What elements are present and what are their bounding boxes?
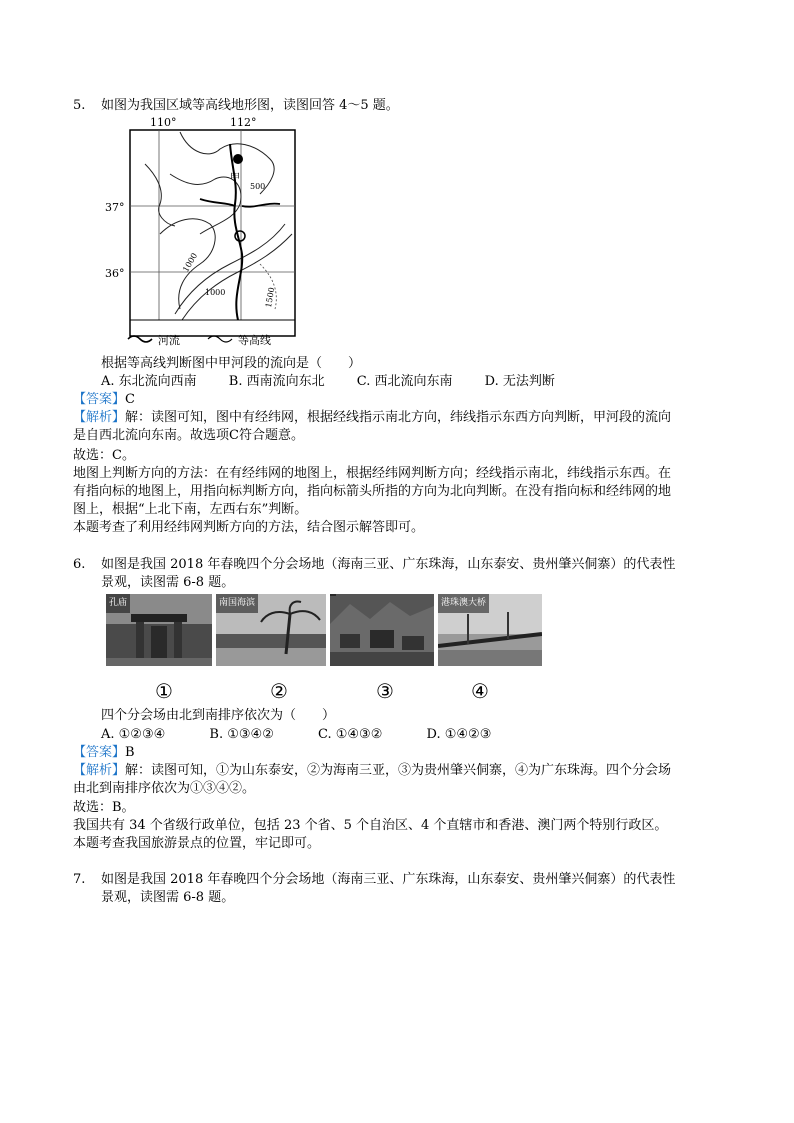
- q5-analysis-text-1: 解：读图可知，图中有经纬网，根据经线指示南北方向，纬线指示东西方向判断，甲河段的流向: [125, 410, 672, 425]
- lon-label-112: 112°: [230, 116, 257, 129]
- q6-answer-tag: 【答案】: [73, 745, 126, 760]
- q6-number: 6.: [73, 557, 86, 572]
- photo-number-1: ①: [155, 679, 173, 703]
- q5-extra-2: 有指向标的地图上，用指向标判断方向，指向标箭头所指的方向为北向判断。在没有指向标和经纬网的地: [73, 484, 672, 499]
- q7-number: 7.: [73, 872, 86, 887]
- q5-stem: 如图为我国区域等高线地形图，读图回答 4～5 题。: [101, 98, 399, 113]
- q6-stem-2: 景观，读图需 6-8 题。: [101, 575, 235, 590]
- lon-label-110: 110°: [150, 116, 177, 129]
- contour-label-500: 500: [250, 182, 266, 191]
- contour-map: [105, 114, 306, 347]
- q5-option-a: A. 东北流向西南: [101, 374, 197, 389]
- photo-number-2: ②: [270, 679, 288, 703]
- q5-option-b: B. 西南流向东北: [228, 374, 325, 389]
- q6-options: [101, 726, 519, 743]
- q6-answer-line: [73, 744, 135, 761]
- q7-stem-2: 景观，读图需 6-8 题。: [101, 890, 235, 905]
- q5-question: 根据等高线判断图中甲河段的流向是（ ）: [101, 356, 362, 371]
- photo-3-label: [330, 594, 336, 596]
- q6-conclusion: 故选：B。: [73, 800, 135, 815]
- q5-extra-4: 本题考查了利用经纬网判断方向的方法，结合图示解答即可。: [73, 520, 425, 535]
- q5-answer-line: [73, 391, 135, 408]
- q5-answer-tag: 【答案】: [73, 392, 126, 407]
- q6-analysis-line-2: 由北到南排序依次为①③④②。: [73, 781, 256, 796]
- q5-extra-3: 图上，根据“上北下南，左西右东”判断。: [73, 502, 308, 517]
- contour-label-1500: 1500: [263, 286, 277, 309]
- q5-conclusion: 故选：C。: [73, 448, 135, 463]
- legend-contour-label: 等高线: [238, 334, 271, 347]
- photo-3-village: [330, 594, 434, 666]
- legend-river-label: 河流: [158, 334, 180, 347]
- q5-analysis-line-1: [73, 409, 671, 426]
- q7-stem-1: 如图是我国 2018 年春晚四个分会场地（海南三亚、广东珠海，山东泰安、贵州肇兴侗寨）的代表性: [101, 872, 676, 887]
- q6-analysis-tag: 【解析】: [73, 763, 126, 778]
- lat-label-37: 37°: [105, 201, 125, 214]
- q6-extra-2: 本题考查我国旅游景点的位置，牢记即可。: [73, 836, 321, 851]
- photo-1-temple: [106, 594, 212, 666]
- q5-extra-1: 地图上判断方向的方法：在有经纬网的地图上，根据经纬网判断方向；经线指示南北，纬线指示东西。在: [73, 466, 672, 481]
- photo-4-label: 港珠澳大桥: [438, 594, 489, 613]
- q5-option-c: C. 西北流向东南: [356, 374, 453, 389]
- q6-option-b: B. ①③④②: [209, 727, 274, 742]
- q5-analysis-tag: 【解析】: [73, 410, 126, 425]
- photo-2-beach: [216, 594, 326, 666]
- place-label-jia: 甲: [230, 173, 240, 184]
- contour-label-1000b: 1000: [205, 288, 226, 297]
- q6-analysis-line-1: [73, 762, 671, 779]
- q5-analysis-line-2: 是自西北流向东南。故选项C符合题意。: [73, 428, 304, 443]
- lat-label-36: 36°: [105, 267, 125, 280]
- q5-number: 5.: [73, 98, 86, 113]
- q5-option-d: D. 无法判断: [484, 374, 555, 389]
- q6-option-c: C. ①④③②: [318, 727, 383, 742]
- photo-4-bridge: [438, 594, 542, 666]
- contour-label-1000a: 1000: [181, 251, 200, 274]
- q6-option-d: D. ①④②③: [426, 727, 492, 742]
- photo-1-label: 孔庙: [106, 594, 130, 613]
- q6-question: 四个分会场由北到南排序依次为（ ）: [101, 708, 336, 723]
- contour-map-svg: [120, 114, 306, 346]
- photo-2-label: 南国海滨: [216, 594, 258, 613]
- q6-stem-1: 如图是我国 2018 年春晚四个分会场地（海南三亚、广东珠海，山东泰安、贵州肇兴侗寨）的代表性: [101, 557, 676, 572]
- q5-options: [101, 373, 583, 390]
- q6-extra-1: 我国共有 34 个省级行政单位，包括 23 个省、5 个自治区、4 个直辖市和香港、澳门两个特别行政区。: [73, 818, 668, 833]
- q5-answer: C: [125, 392, 135, 407]
- q6-answer: B: [125, 745, 135, 760]
- photo-number-4: ④: [471, 679, 489, 703]
- photo-number-3: ③: [376, 679, 394, 703]
- q6-analysis-text-1: 解：读图可知，①为山东泰安，②为海南三亚，③为贵州肇兴侗寨，④为广东珠海。四个分会场: [125, 763, 672, 778]
- q6-option-a: A. ①②③④: [101, 727, 166, 742]
